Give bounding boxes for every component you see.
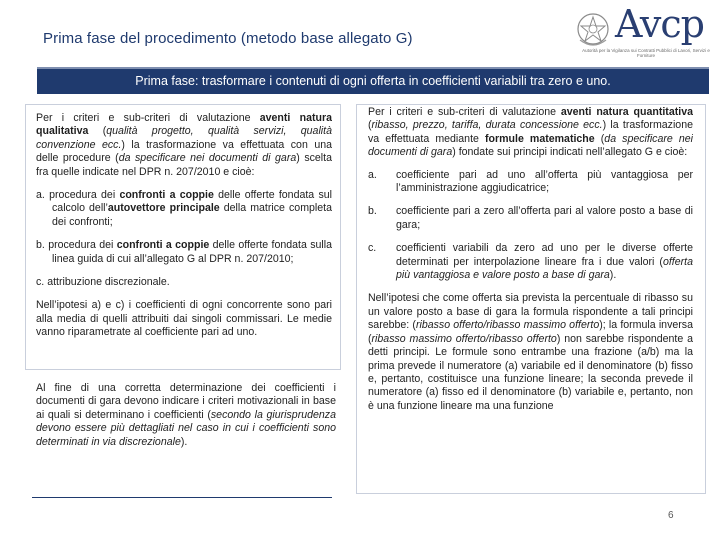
- avcp-logo: [575, 2, 715, 62]
- logo-wordmark: Avcp: [615, 2, 704, 46]
- page-number: 6: [668, 510, 674, 521]
- banner-text: Prima fase: trasformare i contenuti di ogni offerta in coefficienti variabili tra zero e uno.: [135, 74, 611, 88]
- quantitative-intro: Per i criteri e sub-criteri di valutazione aventi natura quantitativa (ribasso, prezzo, tariffa, durata concessione ecc.) la trasformazione va effettuata mediante formule matematiche (da specificare nei documenti di gara) fondate sui principi indicati nell’allegato G e cioè:: [368, 106, 693, 159]
- list-item: b. procedura dei confronti a coppie delle offerte fondata sulla linea guida di cui all’allegato G al DPR n. 207/2010;: [36, 239, 332, 265]
- average-note: Nell’ipotesi a) e c) i coefficienti di ogni concorrente sono pari alla media di quelli attribuiti dai singoli commissari. Le medie vanno riparametrate al coefficiente pari ad uno.: [36, 299, 332, 339]
- list-item: c. coefficienti variabili da zero ad uno per le diverse offerte determinati per interpolazione lineare fra i due valori (offerta più vantaggiosa e valore posto a base di gara).: [368, 242, 693, 282]
- right-column: [368, 106, 693, 540]
- republic-emblem-icon: [575, 10, 611, 50]
- logo-subtitle: Autorità per la Vigilanza sui Contratti Pubblici di Lavori, Servizi e Forniture: [582, 48, 710, 58]
- section-banner: [37, 67, 709, 94]
- motivational-criteria-note: Al fine di una corretta determinazione dei coefficienti i documenti di gara devono indicare i criteri motivazionali in base ai quali si determinano i coefficienti (secondo la giurisprudenza devono essere più dettagliati nel caso in cui i coefficienti sono determinati in via discrezionale).: [36, 382, 336, 448]
- page-title: Prima fase del procedimento (metodo base allegato G): [43, 30, 413, 47]
- list-item: a. procedura dei confronti a coppie delle offerte fondata sul calcolo dell’autovettore principale della matrice completa dei confronti;: [36, 189, 332, 228]
- list-item: b. coefficiente pari a zero all’offerta pari al valore posto a base di gara;: [368, 205, 693, 231]
- footer-divider: [32, 497, 332, 498]
- list-item: a. coefficiente pari ad uno all’offerta più vantaggiosa per l’amministrazione aggiudicatrice;: [368, 168, 693, 195]
- qualitative-intro: Per i criteri e sub-criteri di valutazione aventi natura qualitativa (qualità progetto, qualità servizi, qualità convenzione ecc.) la trasformazione va effettuata con una delle procedure (da specificare nei documenti di gara) scelta fra quelle indicate nel DPR n. 207/2010 e cioè:: [36, 112, 332, 178]
- left-column: [36, 112, 332, 374]
- list-item: c. attribuzione discrezionale.: [36, 276, 170, 289]
- formula-explanation: Nell’ipotesi che come offerta sia prevista la percentuale di ribasso su un valore posto a base di gara la formula rispondente a tali principi sarebbe: (ribasso offerto/ribasso massimo offerto); la formula inversa (ribasso massimo offerto/ribasso offerto) non sarebbe rispondente a detti principi. Le formule sono entrambe una frazione (a/b) ma la prima prevede il numeratore (a) variabile ed il denominatore (b) fisso e, pertanto, costituisce una funzione lineare; la seconda prevede il numeratore (a) fisso ed il denominatore (b) variabile e, pertanto, non è una funzione lineare ma una funzione: [368, 292, 693, 412]
